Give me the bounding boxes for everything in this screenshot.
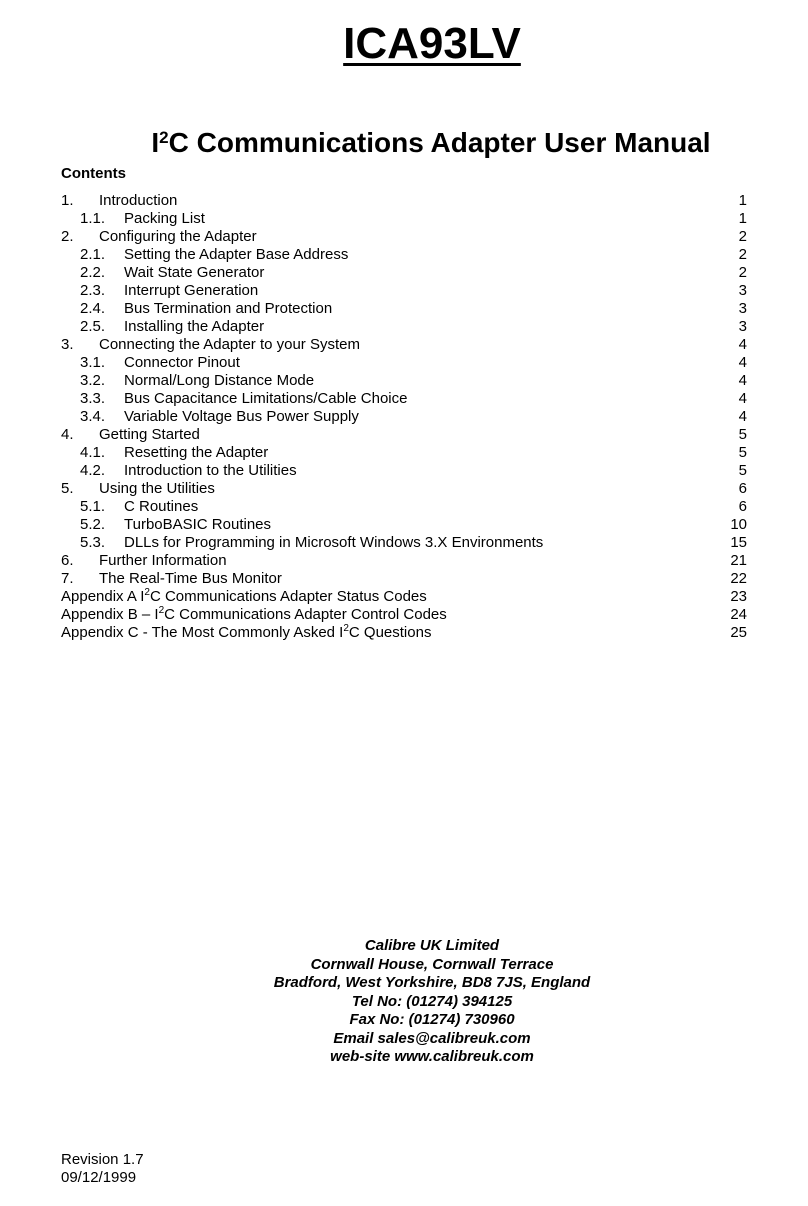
toc-number: 2.3.	[80, 282, 106, 299]
toc-entry[interactable]	[61, 228, 747, 246]
toc-number: 3.2.	[80, 372, 106, 389]
toc-page: 4	[738, 390, 747, 407]
toc-number: 4.	[61, 426, 74, 443]
website: web-site www.calibreuk.com	[330, 1048, 534, 1065]
toc-number: 3.1.	[80, 354, 106, 371]
toc-page: 23	[730, 588, 747, 605]
toc-appendix-entry[interactable]	[61, 588, 747, 606]
table-of-contents	[61, 192, 747, 642]
appendix-superscript: 2	[343, 623, 349, 634]
toc-page: 10	[730, 516, 747, 533]
toc-label: Further Information	[99, 552, 227, 569]
toc-entry[interactable]	[61, 264, 747, 282]
subtitle-superscript: 2	[159, 128, 169, 147]
toc-number: 2.5.	[80, 318, 106, 335]
toc-page: 21	[730, 552, 747, 569]
toc-page: 15	[730, 534, 747, 551]
toc-page: 1	[738, 210, 747, 227]
toc-number: 4.2.	[80, 462, 106, 479]
toc-label: Using the Utilities	[99, 480, 215, 497]
toc-entry[interactable]	[61, 462, 747, 480]
toc-appendix-label	[61, 588, 427, 606]
toc-entry[interactable]	[61, 390, 747, 408]
appendix-prefix: Appendix A I	[61, 588, 145, 605]
toc-page: 5	[738, 426, 747, 443]
toc-label: Bus Termination and Protection	[124, 300, 333, 317]
toc-entry[interactable]	[61, 336, 747, 354]
toc-entry[interactable]	[61, 534, 747, 552]
toc-page: 2	[738, 246, 747, 263]
toc-entry[interactable]	[61, 210, 747, 228]
appendix-prefix: Appendix B – I	[61, 606, 159, 623]
toc-page: 2	[738, 228, 747, 245]
fax: Fax No: (01274) 730960	[349, 1011, 515, 1028]
toc-number: 5.3.	[80, 534, 106, 551]
address-line-1: Cornwall House, Cornwall Terrace	[310, 955, 554, 973]
toc-number: 3.	[61, 336, 74, 353]
toc-number: 2.2.	[80, 264, 106, 281]
toc-page: 22	[730, 570, 747, 587]
toc-label: The Real-Time Bus Monitor	[99, 570, 282, 587]
toc-page: 3	[738, 318, 747, 335]
toc-entry[interactable]	[61, 246, 747, 264]
document-title: ICA93LV	[343, 19, 521, 68]
toc-number: 2.	[61, 228, 74, 245]
revision-block	[61, 1151, 144, 1187]
toc-entry[interactable]	[61, 408, 747, 426]
toc-label: Introduction to the Utilities	[124, 462, 297, 479]
toc-entry[interactable]	[61, 498, 747, 516]
toc-label: Configuring the Adapter	[99, 228, 257, 245]
toc-label: Installing the Adapter	[124, 318, 265, 335]
company-name: Calibre UK Limited	[364, 937, 500, 954]
toc-number: 1.	[61, 192, 74, 209]
toc-page: 1	[738, 192, 747, 209]
toc-label: Packing List	[124, 210, 205, 227]
document-subtitle	[0, 119, 808, 162]
toc-number: 4.1.	[80, 444, 106, 461]
appendix-rest: C Communications Adapter Control Codes	[164, 606, 447, 623]
toc-page: 5	[738, 462, 747, 479]
toc-number: 7.	[61, 570, 74, 587]
toc-entry[interactable]	[61, 372, 747, 390]
revision-label: Revision 1.7	[61, 1151, 144, 1168]
toc-label: Wait State Generator	[124, 264, 265, 281]
toc-entry[interactable]	[61, 570, 747, 588]
toc-entry[interactable]	[61, 318, 747, 336]
toc-number: 5.2.	[80, 516, 106, 533]
toc-entry[interactable]	[61, 300, 747, 318]
toc-number: 3.3.	[80, 390, 106, 407]
address-line-2: Bradford, West Yorkshire, BD8 7JS, England	[273, 974, 591, 991]
toc-label: Connector Pinout	[124, 354, 240, 371]
toc-entry[interactable]	[61, 282, 747, 300]
toc-number: 2.1.	[80, 246, 106, 263]
toc-page: 4	[738, 408, 747, 425]
toc-label: Getting Started	[99, 426, 200, 443]
company-address-block	[0, 937, 808, 1067]
toc-page: 24	[730, 606, 747, 623]
toc-label: Variable Voltage Bus Power Supply	[124, 408, 359, 425]
contents-heading: Contents	[61, 165, 126, 182]
appendix-prefix: Appendix C - The Most Commonly Asked I	[61, 624, 344, 641]
appendix-superscript: 2	[158, 605, 165, 616]
toc-entry[interactable]	[61, 480, 747, 498]
toc-label: Interrupt Generation	[124, 282, 259, 299]
toc-page: 3	[738, 282, 747, 299]
toc-number: 1.1.	[80, 210, 106, 227]
toc-page: 4	[738, 354, 747, 371]
toc-label: Bus Capacitance Limitations/Cable Choice	[124, 390, 408, 407]
toc-number: 5.	[61, 480, 74, 497]
toc-label: Normal/Long Distance Mode	[124, 372, 315, 389]
toc-entry[interactable]	[61, 354, 747, 372]
toc-page: 3	[738, 300, 747, 317]
telephone: Tel No: (01274) 394125	[351, 992, 513, 1010]
toc-appendix-label	[61, 624, 431, 642]
toc-label: C Routines	[124, 498, 199, 515]
subtitle-rest: C Communications Adapter User Manual	[168, 127, 711, 158]
toc-number: 6.	[61, 552, 74, 569]
toc-appendix-label	[61, 606, 447, 624]
toc-label: Resetting the Adapter	[124, 444, 269, 461]
toc-page: 6	[738, 480, 747, 497]
toc-page: 4	[738, 336, 747, 353]
toc-number: 2.4.	[80, 300, 106, 317]
toc-label: Connecting the Adapter to your System	[99, 336, 360, 353]
toc-entry[interactable]	[61, 516, 747, 534]
toc-page: 2	[738, 264, 747, 281]
subtitle-prefix: I	[151, 127, 160, 158]
toc-entry[interactable]	[61, 426, 747, 444]
toc-entry[interactable]	[61, 444, 747, 462]
toc-label: TurboBASIC Routines	[124, 516, 272, 533]
email: Email sales@calibreuk.com	[333, 1029, 531, 1047]
toc-appendix-entry[interactable]	[61, 624, 747, 642]
toc-label: DLLs for Programming in Microsoft Windows 3.X Environments	[124, 534, 544, 551]
toc-label: Introduction	[99, 192, 178, 209]
toc-number: 3.4.	[80, 408, 106, 425]
appendix-rest: C Questions	[348, 624, 432, 641]
toc-page: 25	[730, 624, 747, 641]
appendix-rest: C Communications Adapter Status Codes	[149, 588, 427, 605]
toc-page: 4	[738, 372, 747, 389]
toc-entry[interactable]	[61, 192, 747, 210]
toc-appendix-entry[interactable]	[61, 606, 747, 624]
toc-page: 6	[738, 498, 747, 515]
toc-label: Setting the Adapter Base Address	[124, 246, 349, 263]
toc-page: 5	[738, 444, 747, 461]
toc-number: 5.1.	[80, 498, 106, 515]
revision-date: 09/12/1999	[61, 1169, 137, 1186]
appendix-superscript: 2	[144, 587, 150, 598]
toc-entry[interactable]	[61, 552, 747, 570]
